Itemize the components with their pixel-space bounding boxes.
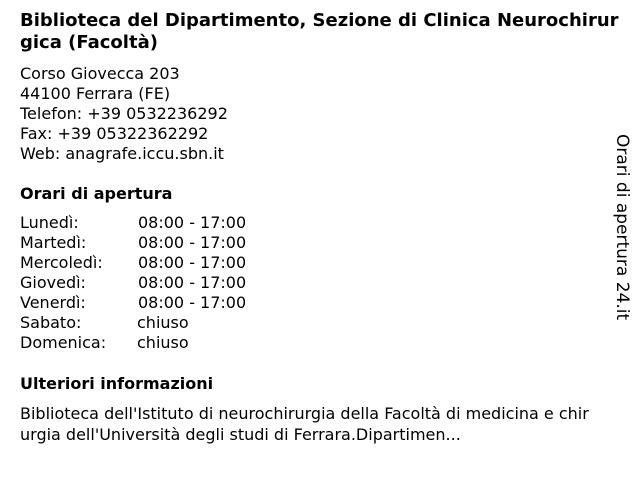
hours-day: Giovedì:: [20, 273, 86, 292]
site-watermark: Orari di apertura 24.it: [612, 134, 632, 321]
hours-time: 08:00 - 17:00: [138, 213, 247, 232]
hours-day: Domenica:: [20, 333, 107, 352]
further-info-text: Biblioteca dell'Istituto di neurochirurgia della Facoltà di medicina e chirurgia dell'Università degli studi di Ferrara.Dipartimen...: [20, 404, 589, 444]
further-info-heading: Ulteriori informazioni: [20, 374, 214, 393]
address-fax: Fax: +39 05322362292: [20, 124, 209, 143]
hours-day: Sabato:: [20, 313, 82, 332]
address-street: Corso Giovecca 203: [20, 64, 180, 83]
address-block: [20, 64, 228, 164]
hours-time: chiuso: [137, 313, 189, 332]
hours-time: 08:00 - 17:00: [138, 273, 247, 292]
opening-hours-heading: Orari di apertura: [20, 184, 173, 203]
address-city: 44100 Ferrara (FE): [20, 84, 171, 103]
hours-day: Mercoledì:: [20, 253, 103, 272]
address-phone: Telefon: +39 0532236292: [20, 104, 228, 123]
page-title: Biblioteca del Dipartimento, Sezione di Clinica Neurochirurgica (Facoltà): [20, 10, 619, 53]
address-web: Web: anagrafe.iccu.sbn.it: [20, 144, 224, 163]
hours-time: 08:00 - 17:00: [138, 253, 247, 272]
hours-time: chiuso: [137, 333, 189, 352]
hours-day: Venerdì:: [20, 293, 86, 312]
hours-time: 08:00 - 17:00: [138, 233, 247, 252]
hours-day: Martedì:: [20, 233, 87, 252]
hours-day: Lunedì:: [20, 213, 79, 232]
hours-time: 08:00 - 17:00: [138, 293, 247, 312]
